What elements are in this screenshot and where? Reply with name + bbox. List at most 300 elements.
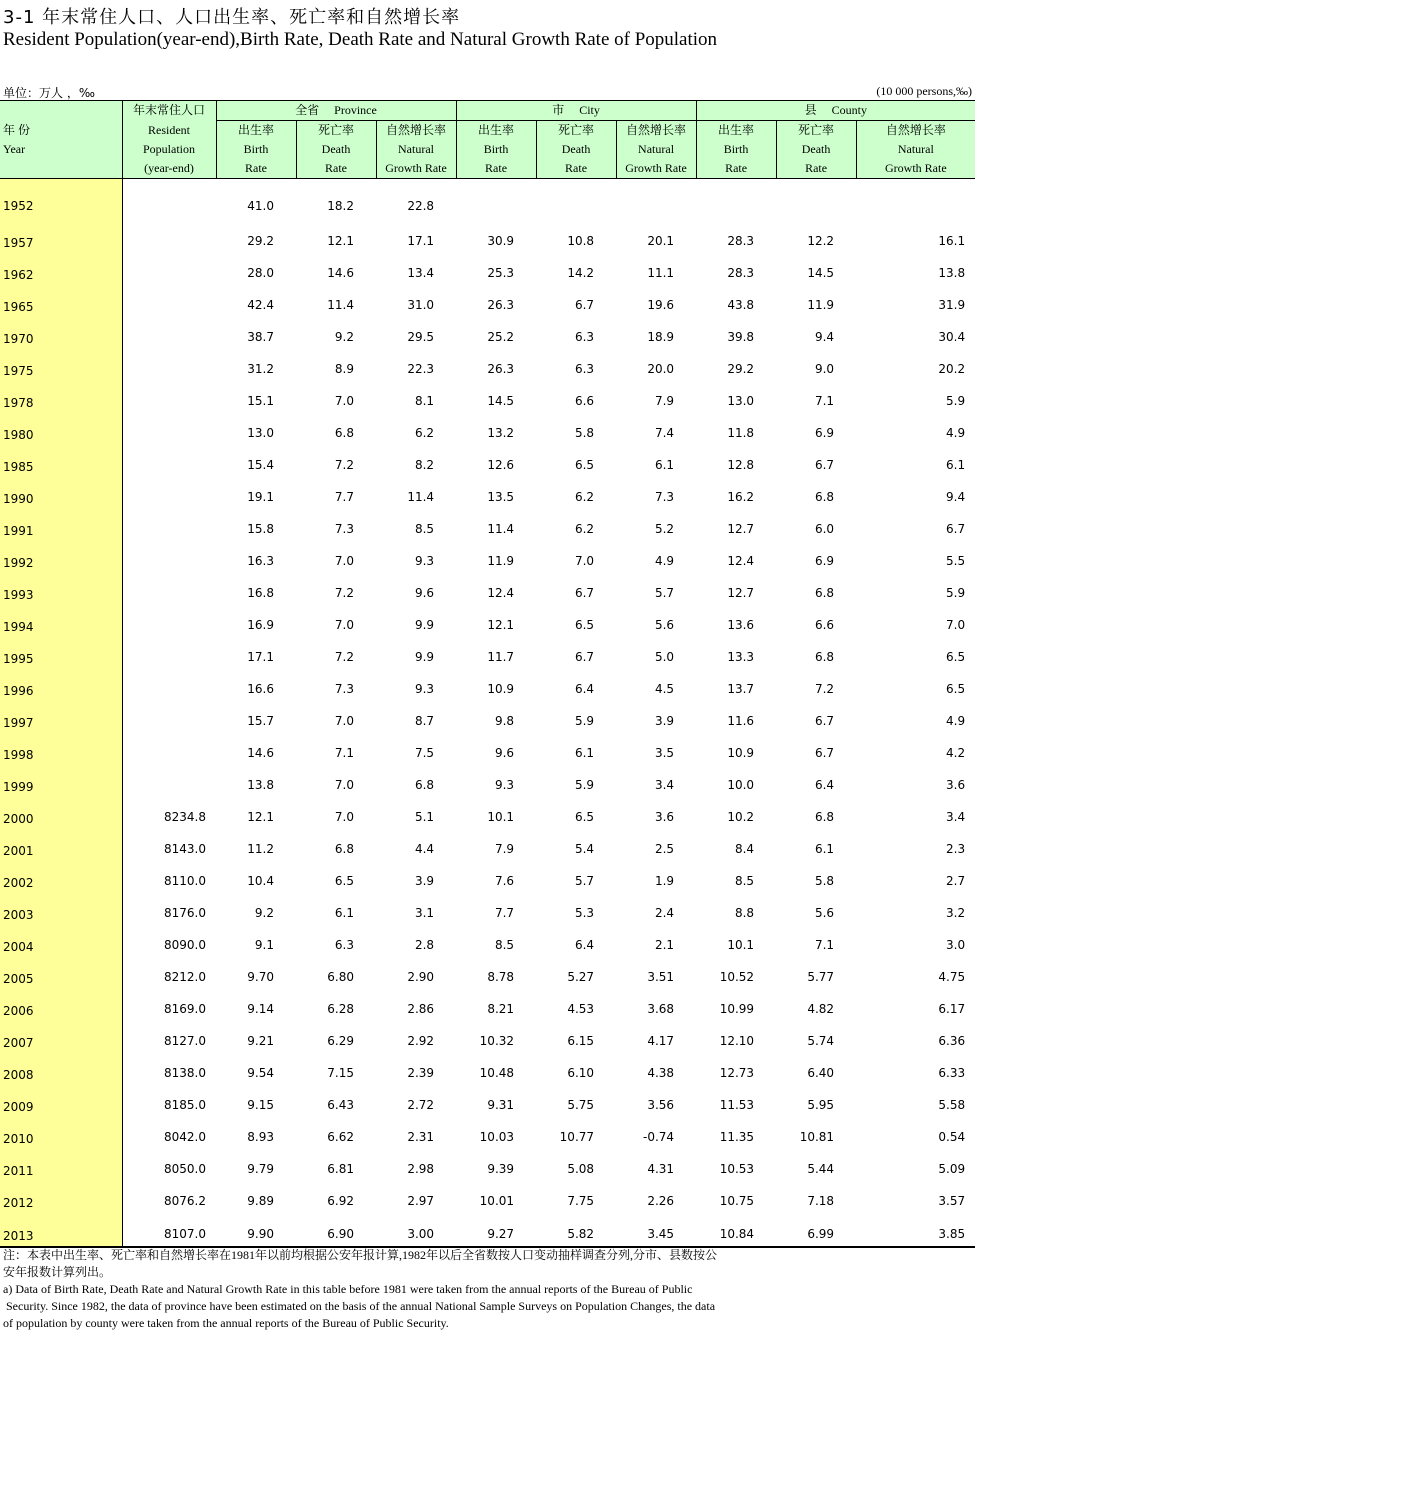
- cell-city-death-rate: 6.10: [567, 1065, 595, 1080]
- cell-year: 1999: [0, 763, 122, 795]
- cell-county-growth-rate: 5.58: [938, 1097, 966, 1112]
- cell-city-death-rate: 10.77: [559, 1129, 595, 1144]
- table-row: [0, 667, 975, 699]
- table-row: [0, 635, 975, 667]
- table-row: [0, 539, 975, 571]
- cell-province-death-rate: 6.43: [327, 1097, 354, 1112]
- header-county-death-cn: 死亡率: [776, 121, 856, 141]
- cell-resident-population: [122, 251, 216, 283]
- cell-province-growth-rate: 2.98: [407, 1161, 435, 1176]
- header-county-death-en1: Death: [776, 140, 856, 159]
- cell-province-growth-rate: 8.2: [414, 457, 435, 472]
- cell-year: 1980: [0, 411, 122, 443]
- table-row: [0, 347, 975, 379]
- cell-year: 1994: [0, 603, 122, 635]
- header-year-cn: 年 份: [0, 121, 122, 141]
- cell-city-death-rate: 7.75: [567, 1193, 595, 1208]
- cell-year: 1993: [0, 571, 122, 603]
- cell-county-growth-rate: 31.9: [938, 297, 966, 312]
- cell-year: 2009: [0, 1083, 122, 1115]
- cell-county-death-rate: 6.4: [814, 777, 835, 792]
- cell-province-death-rate: 18.2: [327, 198, 354, 213]
- cell-year: 1975: [0, 347, 122, 379]
- cell-city-death-rate: 7.0: [574, 553, 595, 568]
- cell-county-birth-rate: 10.2: [727, 809, 755, 824]
- cell-province-growth-rate: 9.9: [414, 617, 435, 632]
- cell-city-death-rate: 5.7: [574, 873, 595, 888]
- cell-city-growth-rate: 4.38: [647, 1065, 675, 1080]
- cell-year: 1992: [0, 539, 122, 571]
- cell-city-death-rate: 5.9: [574, 777, 595, 792]
- cell-province-death-rate: 7.7: [334, 489, 354, 504]
- header-year-en: Year: [0, 140, 122, 159]
- cell-city-growth-rate: 4.5: [654, 681, 675, 696]
- cell-county-growth-rate: 2.3: [946, 841, 966, 856]
- table-row: [0, 411, 975, 443]
- cell-county-growth-rate: 3.4: [946, 809, 966, 824]
- cell-province-growth-rate: 29.5: [407, 329, 435, 344]
- header-county-growth-en1: Natural: [856, 140, 975, 159]
- cell-resident-population: 8110.0: [122, 859, 216, 891]
- cell-county-death-rate: 6.0: [814, 521, 835, 536]
- cell-province-birth-rate: 14.6: [247, 745, 274, 760]
- cell-county-death-rate: 7.18: [807, 1193, 835, 1208]
- cell-city-growth-rate: 3.68: [647, 1001, 675, 1016]
- header-year-blank: [0, 159, 122, 179]
- cell-province-birth-rate: 31.2: [247, 361, 274, 376]
- cell-province-growth-rate: 8.5: [414, 521, 435, 536]
- cell-province-birth-rate: 13.8: [247, 777, 274, 792]
- cell-city-birth-rate: 12.6: [487, 457, 515, 472]
- cell-resident-population: [122, 571, 216, 603]
- cell-county-growth-rate: 6.7: [946, 521, 966, 536]
- header-city-death-en2: Rate: [536, 159, 616, 179]
- cell-city-growth-rate: -0.74: [643, 1129, 675, 1144]
- cell-county-growth-rate: 30.4: [938, 329, 966, 344]
- cell-city-birth-rate: 7.7: [494, 905, 515, 920]
- cell-county-birth-rate: 13.6: [727, 617, 755, 632]
- table-header: [0, 101, 975, 179]
- cell-county-growth-rate: 3.2: [946, 905, 966, 920]
- cell-resident-population: [122, 635, 216, 667]
- cell-county-birth-rate: 11.8: [727, 425, 755, 440]
- table-row: [0, 827, 975, 859]
- cell-county-death-rate: 5.6: [814, 905, 835, 920]
- cell-province-growth-rate: 2.90: [407, 969, 435, 984]
- header-group-county: 县 County: [696, 101, 975, 121]
- cell-resident-population: [122, 699, 216, 731]
- cell-city-death-rate: 6.2: [574, 489, 595, 504]
- cell-city-growth-rate: 20.0: [647, 361, 675, 376]
- cell-county-death-rate: 5.77: [807, 969, 835, 984]
- cell-county-growth-rate: 4.9: [946, 713, 966, 728]
- cell-city-death-rate: 14.2: [567, 265, 595, 280]
- cell-county-growth-rate: 16.1: [938, 233, 966, 248]
- cell-county-death-rate: 5.95: [807, 1097, 835, 1112]
- cell-city-death-rate: 6.5: [574, 809, 595, 824]
- cell-province-death-rate: 7.0: [334, 809, 354, 824]
- table-row: [0, 1019, 975, 1051]
- cell-city-birth-rate: 11.4: [487, 521, 515, 536]
- cell-county-death-rate: 12.2: [807, 233, 835, 248]
- cell-province-death-rate: 6.62: [327, 1129, 354, 1144]
- header-group-province: 全省 Province: [216, 101, 456, 121]
- cell-county-birth-rate: 12.8: [727, 457, 755, 472]
- cell-city-growth-rate: 3.56: [647, 1097, 675, 1112]
- table-row: [0, 1211, 975, 1247]
- cell-resident-population: [122, 443, 216, 475]
- cell-province-death-rate: 8.9: [334, 361, 354, 376]
- cell-county-death-rate: 6.7: [814, 457, 835, 472]
- header-county-birth-cn: 出生率: [696, 121, 776, 141]
- header-city-birth-en2: Rate: [456, 159, 536, 179]
- header-county-death-en2: Rate: [776, 159, 856, 179]
- table-row: [0, 731, 975, 763]
- cell-county-birth-rate: 10.53: [719, 1161, 755, 1176]
- cell-city-growth-rate: 5.0: [654, 649, 675, 664]
- cell-city-death-rate: 6.6: [574, 393, 595, 408]
- cell-county-death-rate: 5.74: [807, 1033, 835, 1048]
- cell-city-birth-rate: 14.5: [487, 393, 515, 408]
- cell-city-death-rate: 5.4: [574, 841, 595, 856]
- cell-resident-population: 8127.0: [122, 1019, 216, 1051]
- cell-resident-population: 8169.0: [122, 987, 216, 1019]
- table-row: [0, 699, 975, 731]
- cell-province-birth-rate: 11.2: [247, 841, 274, 856]
- cell-province-death-rate: 6.81: [327, 1161, 354, 1176]
- page-title-cn: 3-1 年末常住人口、人口出生率、死亡率和自然增长率: [3, 7, 461, 28]
- cell-province-death-rate: 9.2: [334, 329, 354, 344]
- cell-province-death-rate: 6.8: [334, 841, 354, 856]
- cell-city-death-rate: 6.4: [574, 681, 595, 696]
- cell-city-birth-rate: 10.9: [487, 681, 515, 696]
- cell-county-growth-rate: 3.6: [946, 777, 966, 792]
- cell-city-birth-rate: 9.27: [456, 1211, 536, 1247]
- header-province-birth-cn: 出生率: [216, 121, 296, 141]
- cell-city-birth-rate: 26.3: [487, 361, 515, 376]
- header-county-growth-en2: Growth Rate: [856, 159, 975, 179]
- cell-county-growth-rate: [856, 179, 975, 219]
- cell-year: 1952: [0, 179, 122, 219]
- cell-year: 2007: [0, 1019, 122, 1051]
- cell-resident-population: [122, 475, 216, 507]
- cell-province-birth-rate: 29.2: [247, 233, 274, 248]
- cell-province-growth-rate: 11.4: [407, 489, 435, 504]
- cell-province-growth-rate: 22.8: [407, 198, 435, 213]
- cell-county-death-rate: 7.1: [814, 937, 835, 952]
- cell-year: 2013: [0, 1211, 122, 1247]
- cell-resident-population: 8176.0: [122, 891, 216, 923]
- cell-county-growth-rate: 6.1: [946, 457, 966, 472]
- cell-province-growth-rate: 6.8: [414, 777, 435, 792]
- cell-city-death-rate: 6.5: [574, 457, 595, 472]
- cell-year: 2011: [0, 1147, 122, 1179]
- cell-resident-population: [122, 507, 216, 539]
- cell-resident-population: 8143.0: [122, 827, 216, 859]
- cell-city-birth-rate: 26.3: [487, 297, 515, 312]
- cell-county-growth-rate: 4.2: [946, 745, 966, 760]
- cell-province-death-rate: 7.0: [334, 777, 354, 792]
- cell-city-growth-rate: 20.1: [647, 233, 675, 248]
- cell-city-death-rate: 6.3: [574, 361, 595, 376]
- cell-city-death-rate: 5.9: [574, 713, 595, 728]
- cell-city-growth-rate: 18.9: [647, 329, 675, 344]
- cell-city-growth-rate: 2.5: [654, 841, 675, 856]
- cell-city-birth-rate: 30.9: [487, 233, 515, 248]
- header-county-growth-cn: 自然增长率: [856, 121, 975, 141]
- cell-year: 2004: [0, 923, 122, 955]
- cell-city-birth-rate: 9.31: [487, 1097, 515, 1112]
- table-row: [0, 475, 975, 507]
- unit-label-en: (10 000 persons,‰): [876, 84, 972, 98]
- cell-county-growth-rate: 0.54: [938, 1129, 966, 1144]
- cell-county-birth-rate: 11.6: [727, 713, 755, 728]
- cell-city-birth-rate: 11.9: [487, 553, 515, 568]
- cell-city-birth-rate: 13.5: [487, 489, 515, 504]
- cell-city-growth-rate: 2.26: [647, 1193, 675, 1208]
- table-row: [0, 1147, 975, 1179]
- header-city-growth-cn: 自然增长率: [616, 121, 696, 141]
- header-city-growth-en1: Natural: [616, 140, 696, 159]
- cell-city-death-rate: [536, 179, 616, 219]
- cell-year: 1996: [0, 667, 122, 699]
- header-county-birth-en2: Rate: [696, 159, 776, 179]
- cell-city-birth-rate: 12.4: [487, 585, 515, 600]
- cell-city-birth-rate: 7.6: [494, 873, 515, 888]
- table-row: [0, 603, 975, 635]
- cell-province-birth-rate: 42.4: [247, 297, 274, 312]
- cell-county-death-rate: 6.7: [814, 745, 835, 760]
- cell-city-birth-rate: 8.5: [494, 937, 515, 952]
- cell-county-growth-rate: 3.0: [946, 937, 966, 952]
- population-table: [0, 100, 975, 1248]
- cell-city-birth-rate: 10.48: [479, 1065, 515, 1080]
- table-row: [0, 315, 975, 347]
- table-row: [0, 955, 975, 987]
- cell-province-growth-rate: 22.3: [407, 361, 435, 376]
- cell-province-birth-rate: 9.14: [247, 1001, 274, 1016]
- cell-province-death-rate: 6.92: [327, 1193, 354, 1208]
- header-province-birth-en1: Birth: [216, 140, 296, 159]
- cell-city-death-rate: 10.8: [567, 233, 595, 248]
- cell-province-death-rate: 7.3: [334, 681, 354, 696]
- cell-province-growth-rate: 9.3: [414, 553, 435, 568]
- cell-province-death-rate: 6.28: [327, 1001, 354, 1016]
- cell-resident-population: [122, 763, 216, 795]
- cell-county-death-rate: 6.9: [814, 553, 835, 568]
- cell-province-birth-rate: 9.70: [247, 969, 274, 984]
- table-row: [0, 763, 975, 795]
- header-county-birth-en1: Birth: [696, 140, 776, 159]
- footnote-line: a) Data of Birth Rate, Death Rate and Natural Growth Rate in this table before 1981 were taken from the annual reports of the Bureau of Public: [3, 1282, 693, 1296]
- cell-city-growth-rate: 2.4: [654, 905, 675, 920]
- cell-province-birth-rate: 16.6: [247, 681, 274, 696]
- table-row: [0, 443, 975, 475]
- cell-county-birth-rate: 11.53: [719, 1097, 755, 1112]
- cell-city-birth-rate: 10.1: [487, 809, 515, 824]
- table-row: [0, 179, 975, 219]
- header-province-growth-cn: 自然增长率: [376, 121, 456, 141]
- cell-county-death-rate: 5.8: [814, 873, 835, 888]
- footnote-line: Security. Since 1982, the data of province have been estimated on the basis of the annual National Sample Surveys on Population Changes, the data: [3, 1299, 716, 1313]
- header-province-death-cn: 死亡率: [296, 121, 376, 141]
- cell-city-birth-rate: 9.3: [494, 777, 515, 792]
- cell-city-growth-rate: 7.4: [654, 425, 675, 440]
- cell-resident-population: [122, 603, 216, 635]
- cell-province-growth-rate: 31.0: [407, 297, 435, 312]
- cell-province-birth-rate: 41.0: [247, 198, 274, 213]
- cell-county-death-rate: 6.8: [814, 649, 835, 664]
- table-row: [0, 1051, 975, 1083]
- cell-province-birth-rate: 9.1: [254, 937, 274, 952]
- header-group-city: 市 City: [456, 101, 696, 121]
- cell-county-birth-rate: 10.99: [719, 1001, 755, 1016]
- table-row: [0, 379, 975, 411]
- cell-province-birth-rate: 12.1: [247, 809, 274, 824]
- cell-city-growth-rate: 7.9: [654, 393, 675, 408]
- cell-province-death-rate: 6.80: [327, 969, 354, 984]
- cell-year: 2010: [0, 1115, 122, 1147]
- cell-year: 2001: [0, 827, 122, 859]
- cell-county-birth-rate: 10.84: [696, 1211, 776, 1247]
- cell-county-death-rate: 6.7: [814, 713, 835, 728]
- cell-city-birth-rate: 9.39: [487, 1161, 515, 1176]
- cell-county-death-rate: 6.8: [814, 489, 835, 504]
- cell-province-death-rate: 12.1: [327, 233, 354, 248]
- cell-resident-population: [122, 379, 216, 411]
- table-row: [0, 891, 975, 923]
- cell-county-growth-rate: 3.57: [938, 1193, 966, 1208]
- cell-year: 2000: [0, 795, 122, 827]
- cell-city-death-rate: 6.7: [574, 297, 595, 312]
- cell-city-death-rate: 4.53: [567, 1001, 595, 1016]
- cell-city-growth-rate: 5.6: [654, 617, 675, 632]
- cell-county-birth-rate: 8.4: [734, 841, 755, 856]
- cell-province-growth-rate: 8.1: [414, 393, 435, 408]
- cell-province-birth-rate: 13.0: [247, 425, 274, 440]
- cell-year: 1965: [0, 283, 122, 315]
- cell-county-growth-rate: 6.36: [938, 1033, 966, 1048]
- cell-city-death-rate: 6.1: [574, 745, 595, 760]
- cell-province-birth-rate: 9.2: [254, 905, 274, 920]
- cell-province-death-rate: 6.8: [334, 425, 354, 440]
- table-row: [0, 219, 975, 251]
- cell-county-death-rate: 4.82: [807, 1001, 835, 1016]
- cell-province-growth-rate: 3.00: [376, 1211, 456, 1247]
- cell-city-birth-rate: 10.32: [479, 1033, 515, 1048]
- cell-province-death-rate: 6.5: [334, 873, 354, 888]
- cell-province-birth-rate: 9.89: [247, 1193, 274, 1208]
- cell-county-birth-rate: 12.7: [727, 521, 755, 536]
- cell-province-growth-rate: 2.86: [407, 1001, 435, 1016]
- cell-province-birth-rate: 10.4: [247, 873, 274, 888]
- cell-resident-population: 8185.0: [122, 1083, 216, 1115]
- cell-resident-population: 8107.0: [122, 1211, 216, 1247]
- cell-province-birth-rate: 9.90: [216, 1211, 296, 1247]
- header-city-birth-cn: 出生率: [456, 121, 536, 141]
- cell-city-birth-rate: 25.3: [487, 265, 515, 280]
- cell-city-death-rate: 5.08: [567, 1161, 595, 1176]
- cell-year: 1997: [0, 699, 122, 731]
- cell-county-birth-rate: 12.4: [727, 553, 755, 568]
- cell-province-death-rate: 6.29: [327, 1033, 354, 1048]
- cell-province-birth-rate: 9.54: [247, 1065, 274, 1080]
- cell-city-death-rate: 6.7: [574, 585, 595, 600]
- cell-city-death-rate: 5.82: [536, 1211, 616, 1247]
- footnote-line: 安年报数计算列出。: [3, 1265, 112, 1279]
- header-province-death-en2: Rate: [296, 159, 376, 179]
- cell-city-growth-rate: 4.31: [647, 1161, 675, 1176]
- cell-county-birth-rate: 10.0: [727, 777, 755, 792]
- cell-year: 2003: [0, 891, 122, 923]
- cell-province-death-rate: 14.6: [327, 265, 354, 280]
- cell-county-birth-rate: 10.1: [727, 937, 755, 952]
- cell-resident-population: 8212.0: [122, 955, 216, 987]
- cell-year: 2005: [0, 955, 122, 987]
- cell-province-death-rate: 7.0: [334, 553, 354, 568]
- header-province-death-en1: Death: [296, 140, 376, 159]
- footnote-line: 注：本表中出生率、死亡率和自然增长率在1981年以前均根据公安年报计算,1982年以后全省数按人口变动抽样调查分列,分市、县数按公: [3, 1248, 718, 1262]
- cell-province-birth-rate: 9.21: [247, 1033, 274, 1048]
- cell-province-growth-rate: 6.2: [414, 425, 435, 440]
- cell-province-birth-rate: 8.93: [247, 1129, 274, 1144]
- header-pop-en1: Resident: [122, 121, 216, 141]
- cell-province-growth-rate: 2.31: [407, 1129, 435, 1144]
- cell-province-death-rate: 6.3: [334, 937, 354, 952]
- cell-resident-population: 8234.8: [122, 795, 216, 827]
- cell-county-death-rate: 9.0: [814, 361, 835, 376]
- cell-year: 2008: [0, 1051, 122, 1083]
- cell-province-birth-rate: 15.8: [247, 521, 274, 536]
- cell-city-growth-rate: 6.1: [654, 457, 675, 472]
- cell-county-birth-rate: 10.9: [727, 745, 755, 760]
- header-pop-cn: 年末常住人口: [122, 101, 216, 121]
- cell-province-growth-rate: 2.39: [407, 1065, 435, 1080]
- cell-city-birth-rate: 11.7: [487, 649, 515, 664]
- header-province-birth-en2: Rate: [216, 159, 296, 179]
- cell-city-growth-rate: 5.2: [654, 521, 675, 536]
- cell-city-birth-rate: 8.78: [487, 969, 515, 984]
- cell-county-death-rate: 5.44: [807, 1161, 835, 1176]
- cell-resident-population: [122, 411, 216, 443]
- cell-city-death-rate: 6.2: [574, 521, 595, 536]
- data-table-wrapper: [0, 100, 975, 1248]
- table-row: [0, 923, 975, 955]
- cell-county-birth-rate: 8.8: [734, 905, 755, 920]
- cell-county-growth-rate: 6.5: [946, 681, 966, 696]
- cell-county-growth-rate: 2.7: [946, 873, 966, 888]
- cell-province-growth-rate: 8.7: [414, 713, 435, 728]
- cell-county-birth-rate: 10.75: [719, 1193, 755, 1208]
- cell-city-birth-rate: 9.6: [494, 745, 515, 760]
- cell-city-death-rate: 5.8: [574, 425, 595, 440]
- cell-province-death-rate: 6.1: [334, 905, 354, 920]
- cell-city-birth-rate: 8.21: [487, 1001, 515, 1016]
- cell-county-growth-rate: 13.8: [938, 265, 966, 280]
- cell-city-growth-rate: 19.6: [647, 297, 675, 312]
- cell-city-death-rate: 6.7: [574, 649, 595, 664]
- table-row: [0, 1115, 975, 1147]
- cell-resident-population: 8076.2: [122, 1179, 216, 1211]
- cell-year: 2012: [0, 1179, 122, 1211]
- cell-county-birth-rate: 16.2: [727, 489, 755, 504]
- cell-province-growth-rate: 9.6: [414, 585, 435, 600]
- cell-resident-population: 8042.0: [122, 1115, 216, 1147]
- unit-label-cn: 单位：万人 ，‰: [3, 86, 95, 100]
- cell-city-death-rate: 6.4: [574, 937, 595, 952]
- table-row: [0, 859, 975, 891]
- cell-county-death-rate: 9.4: [814, 329, 835, 344]
